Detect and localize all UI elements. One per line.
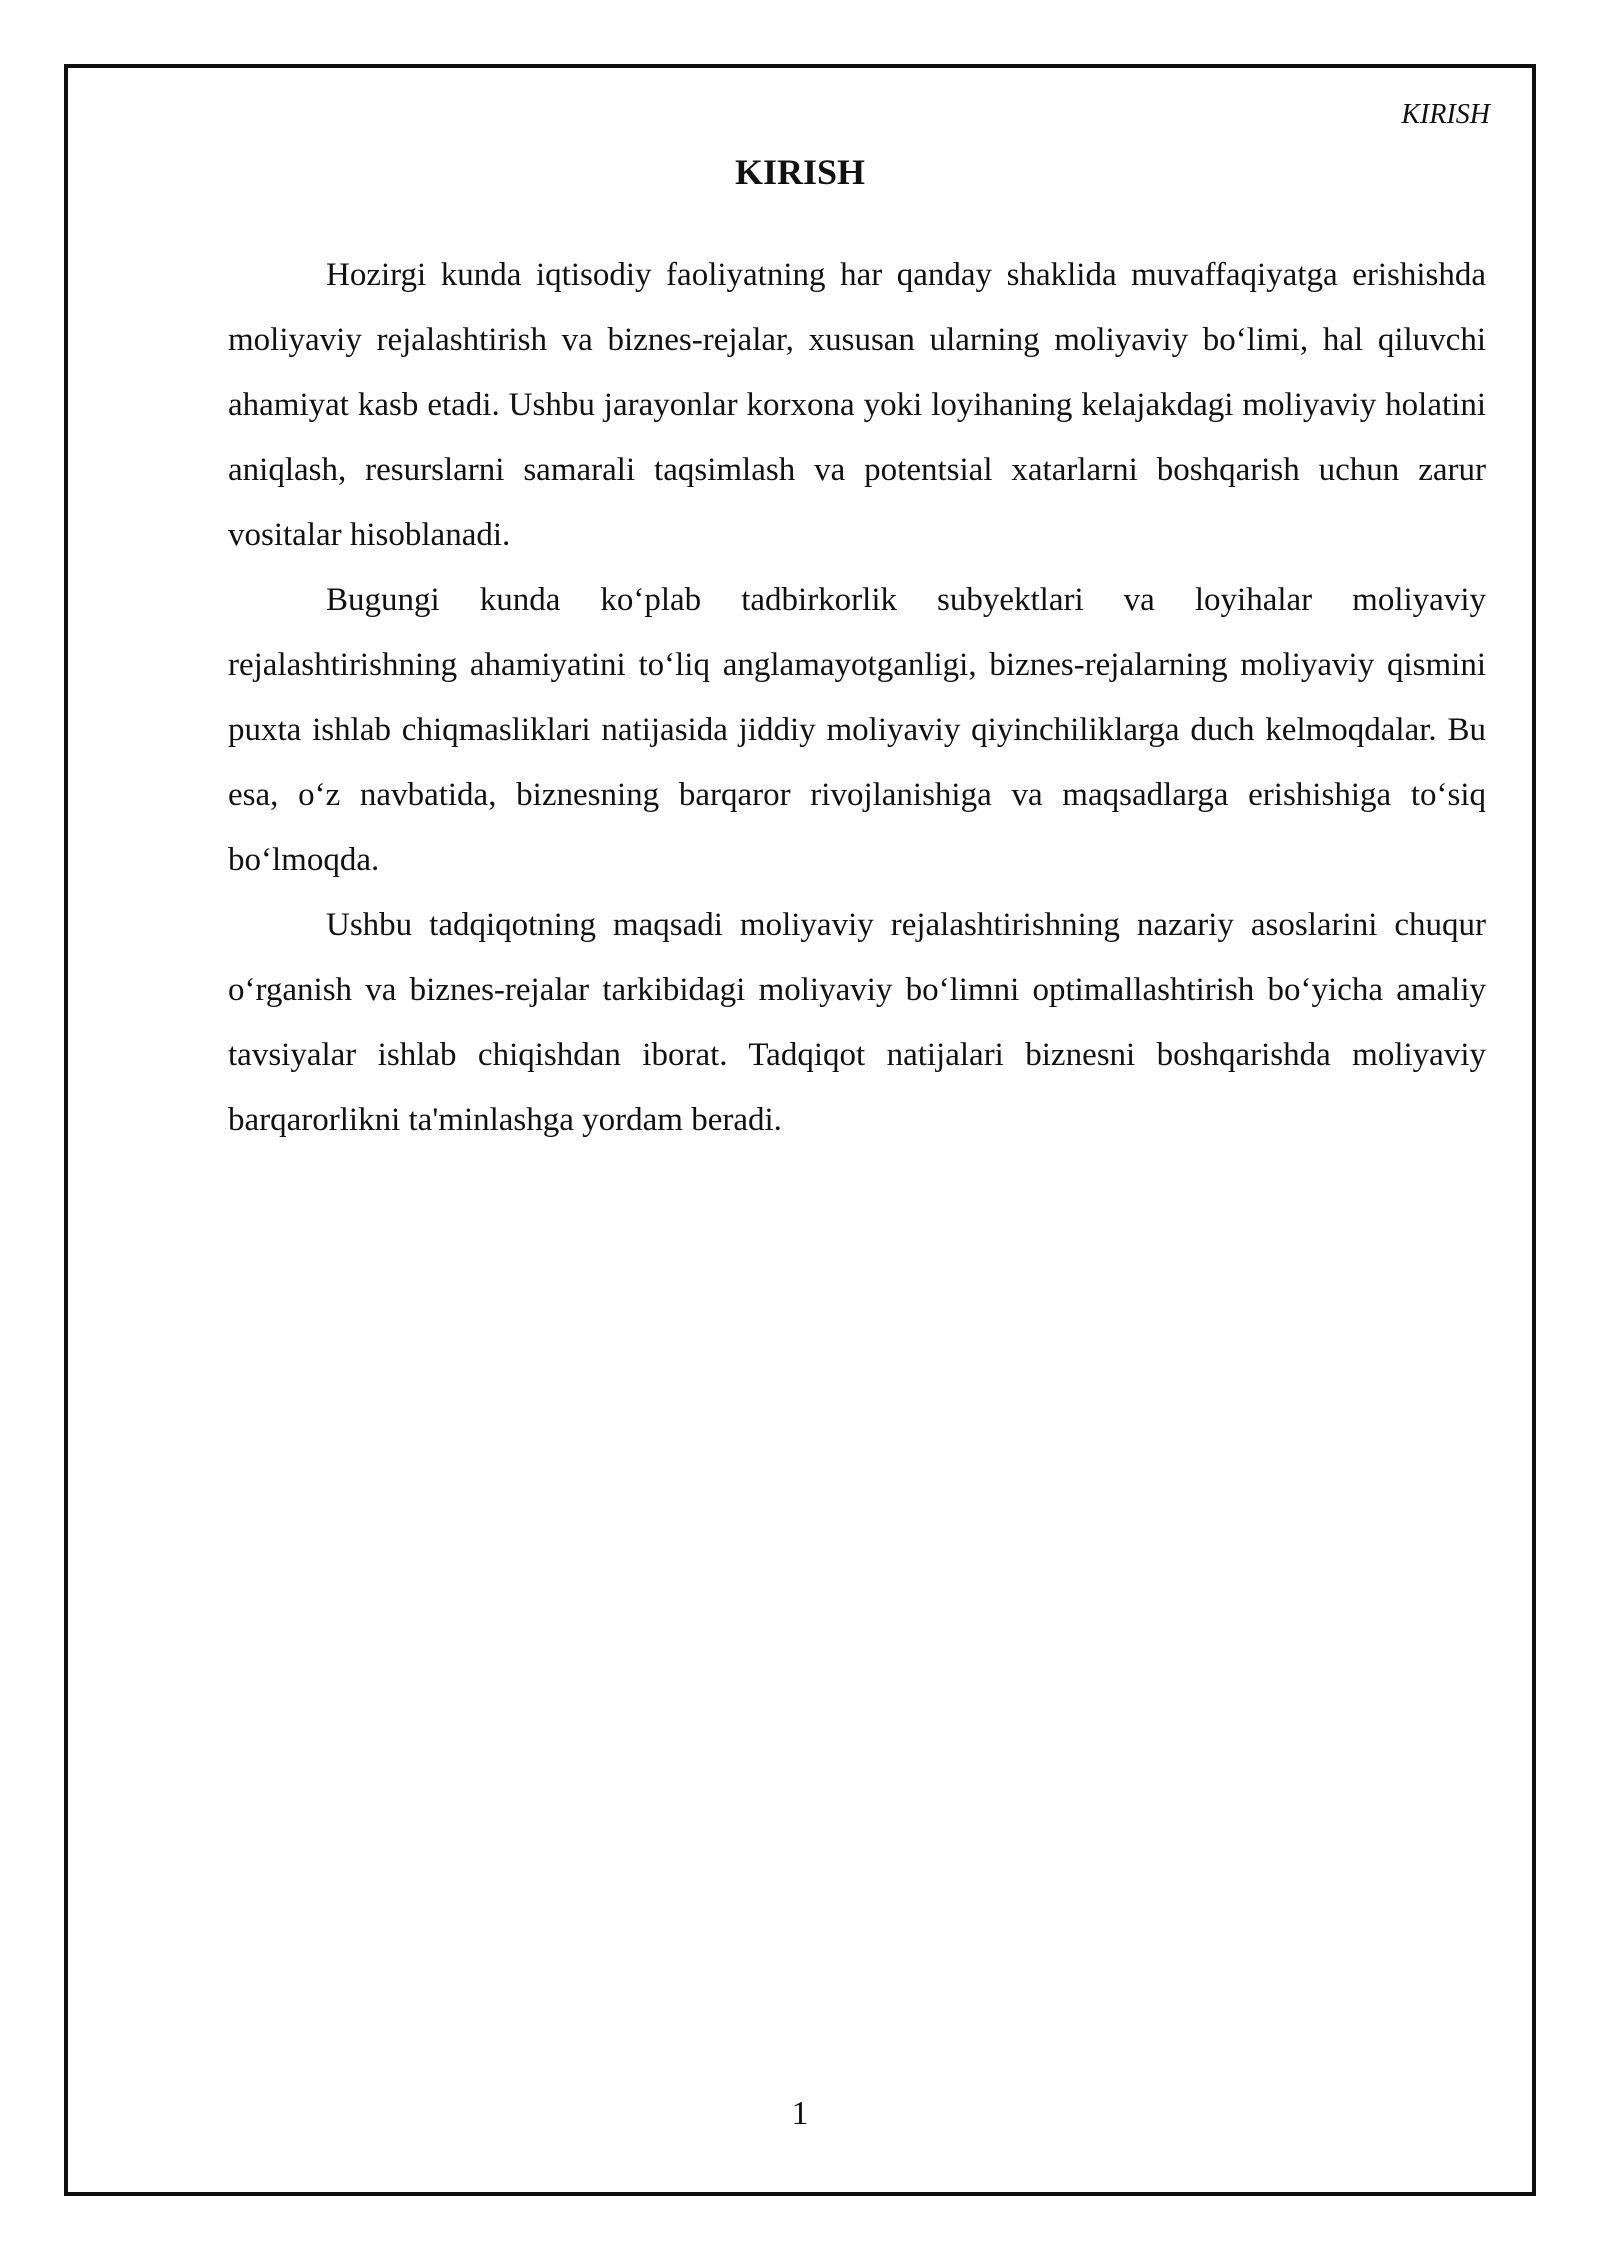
paragraph: Ushbu tadqiqotning maqsadi moliyaviy rejalashtirishning nazariy asoslarini chuqur o‘rganish va biznes-rejalar tarkibidagi moliyaviy bo‘limni optimallashtirish bo‘yicha amaliy tavsiyalar ishlab chiqishdan iborat. Tadqiqot natijalari biznesni boshqarishda moliyaviy barqarorlikni ta'minlashga yordam beradi.	[228, 907, 1486, 1138]
paragraph: Hozirgi kunda iqtisodiy faoliyatning har qanday shaklida muvaffaqiyatga erishishda moliyaviy rejalashtirish va biznes-rejalar, xususan ularning moliyaviy bo‘limi, hal qiluvchi ahamiyat kasb etadi. Ushbu jarayonlar korxona yoki loyihaning kelajakdagi moliyaviy holatini aniqlash, resurslarni samarali taqsimlash va potentsial xatarlarni boshqarish uchun zarur vositalar hisoblanadi.	[228, 257, 1486, 553]
page-title: KIRISH	[734, 152, 866, 192]
document-body	[228, 243, 1486, 1153]
paragraph: Bugungi kunda ko‘plab tadbirkorlik subyektlari va loyihalar moliyaviy rejalashtirishning ahamiyatini to‘liq anglamayotganligi, biznes-rejalarning moliyaviy qismini puxta ishlab chiqmasliklari natijasida jiddiy moliyaviy qiyinchiliklarga duch kelmoqdalar. Bu esa, o‘z navbatida, biznesning barqaror rivojlanishiga va maqsadlarga erishishiga to‘siq bo‘lmoqda.	[228, 582, 1486, 878]
page-number: 1	[791, 2095, 809, 2132]
running-header: KIRISH	[1401, 99, 1490, 130]
